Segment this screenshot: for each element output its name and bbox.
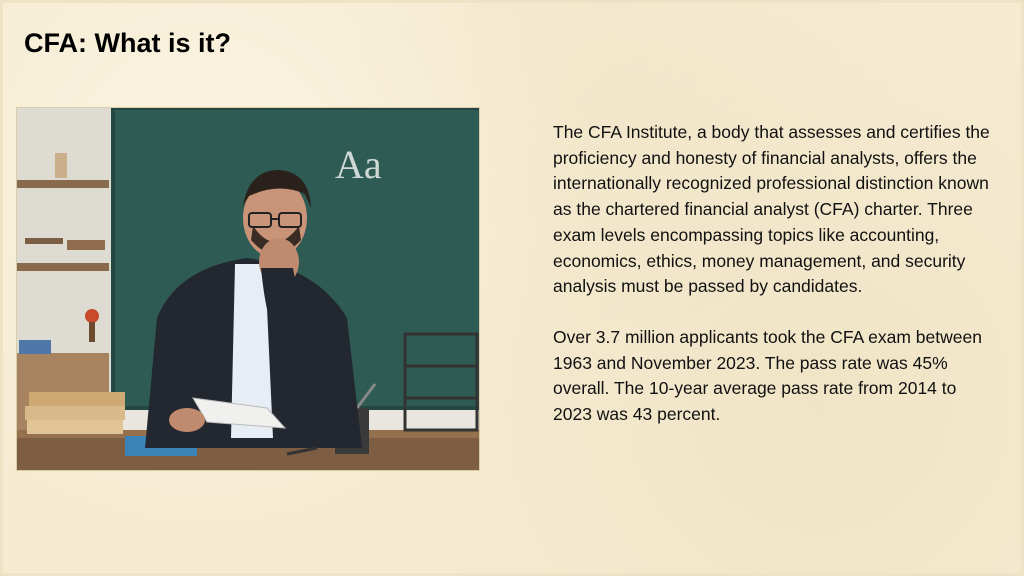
body-text (553, 120, 993, 453)
slide-title: CFA: What is it? (24, 28, 231, 58)
paragraph-2: Over 3.7 million applicants took the CFA exam between 1963 and November 2023. The pass rate was 45% overall. The 10-year average pass rate from 2014 to 2023 was 43 percent. (553, 326, 982, 425)
teacher-photo (16, 107, 480, 471)
chalkboard-text: Aa (335, 142, 382, 187)
paragraph-1: The CFA Institute, a body that assesses and certifies the proficiency and honesty of financial analysts, offers the internationally recognized professional distinction known as the chartered financial analyst (CFA) charter. Three exam levels encompassing topics like accounting, economics, ethics, money management, and security analysis must be passed by candidates. (553, 122, 990, 297)
